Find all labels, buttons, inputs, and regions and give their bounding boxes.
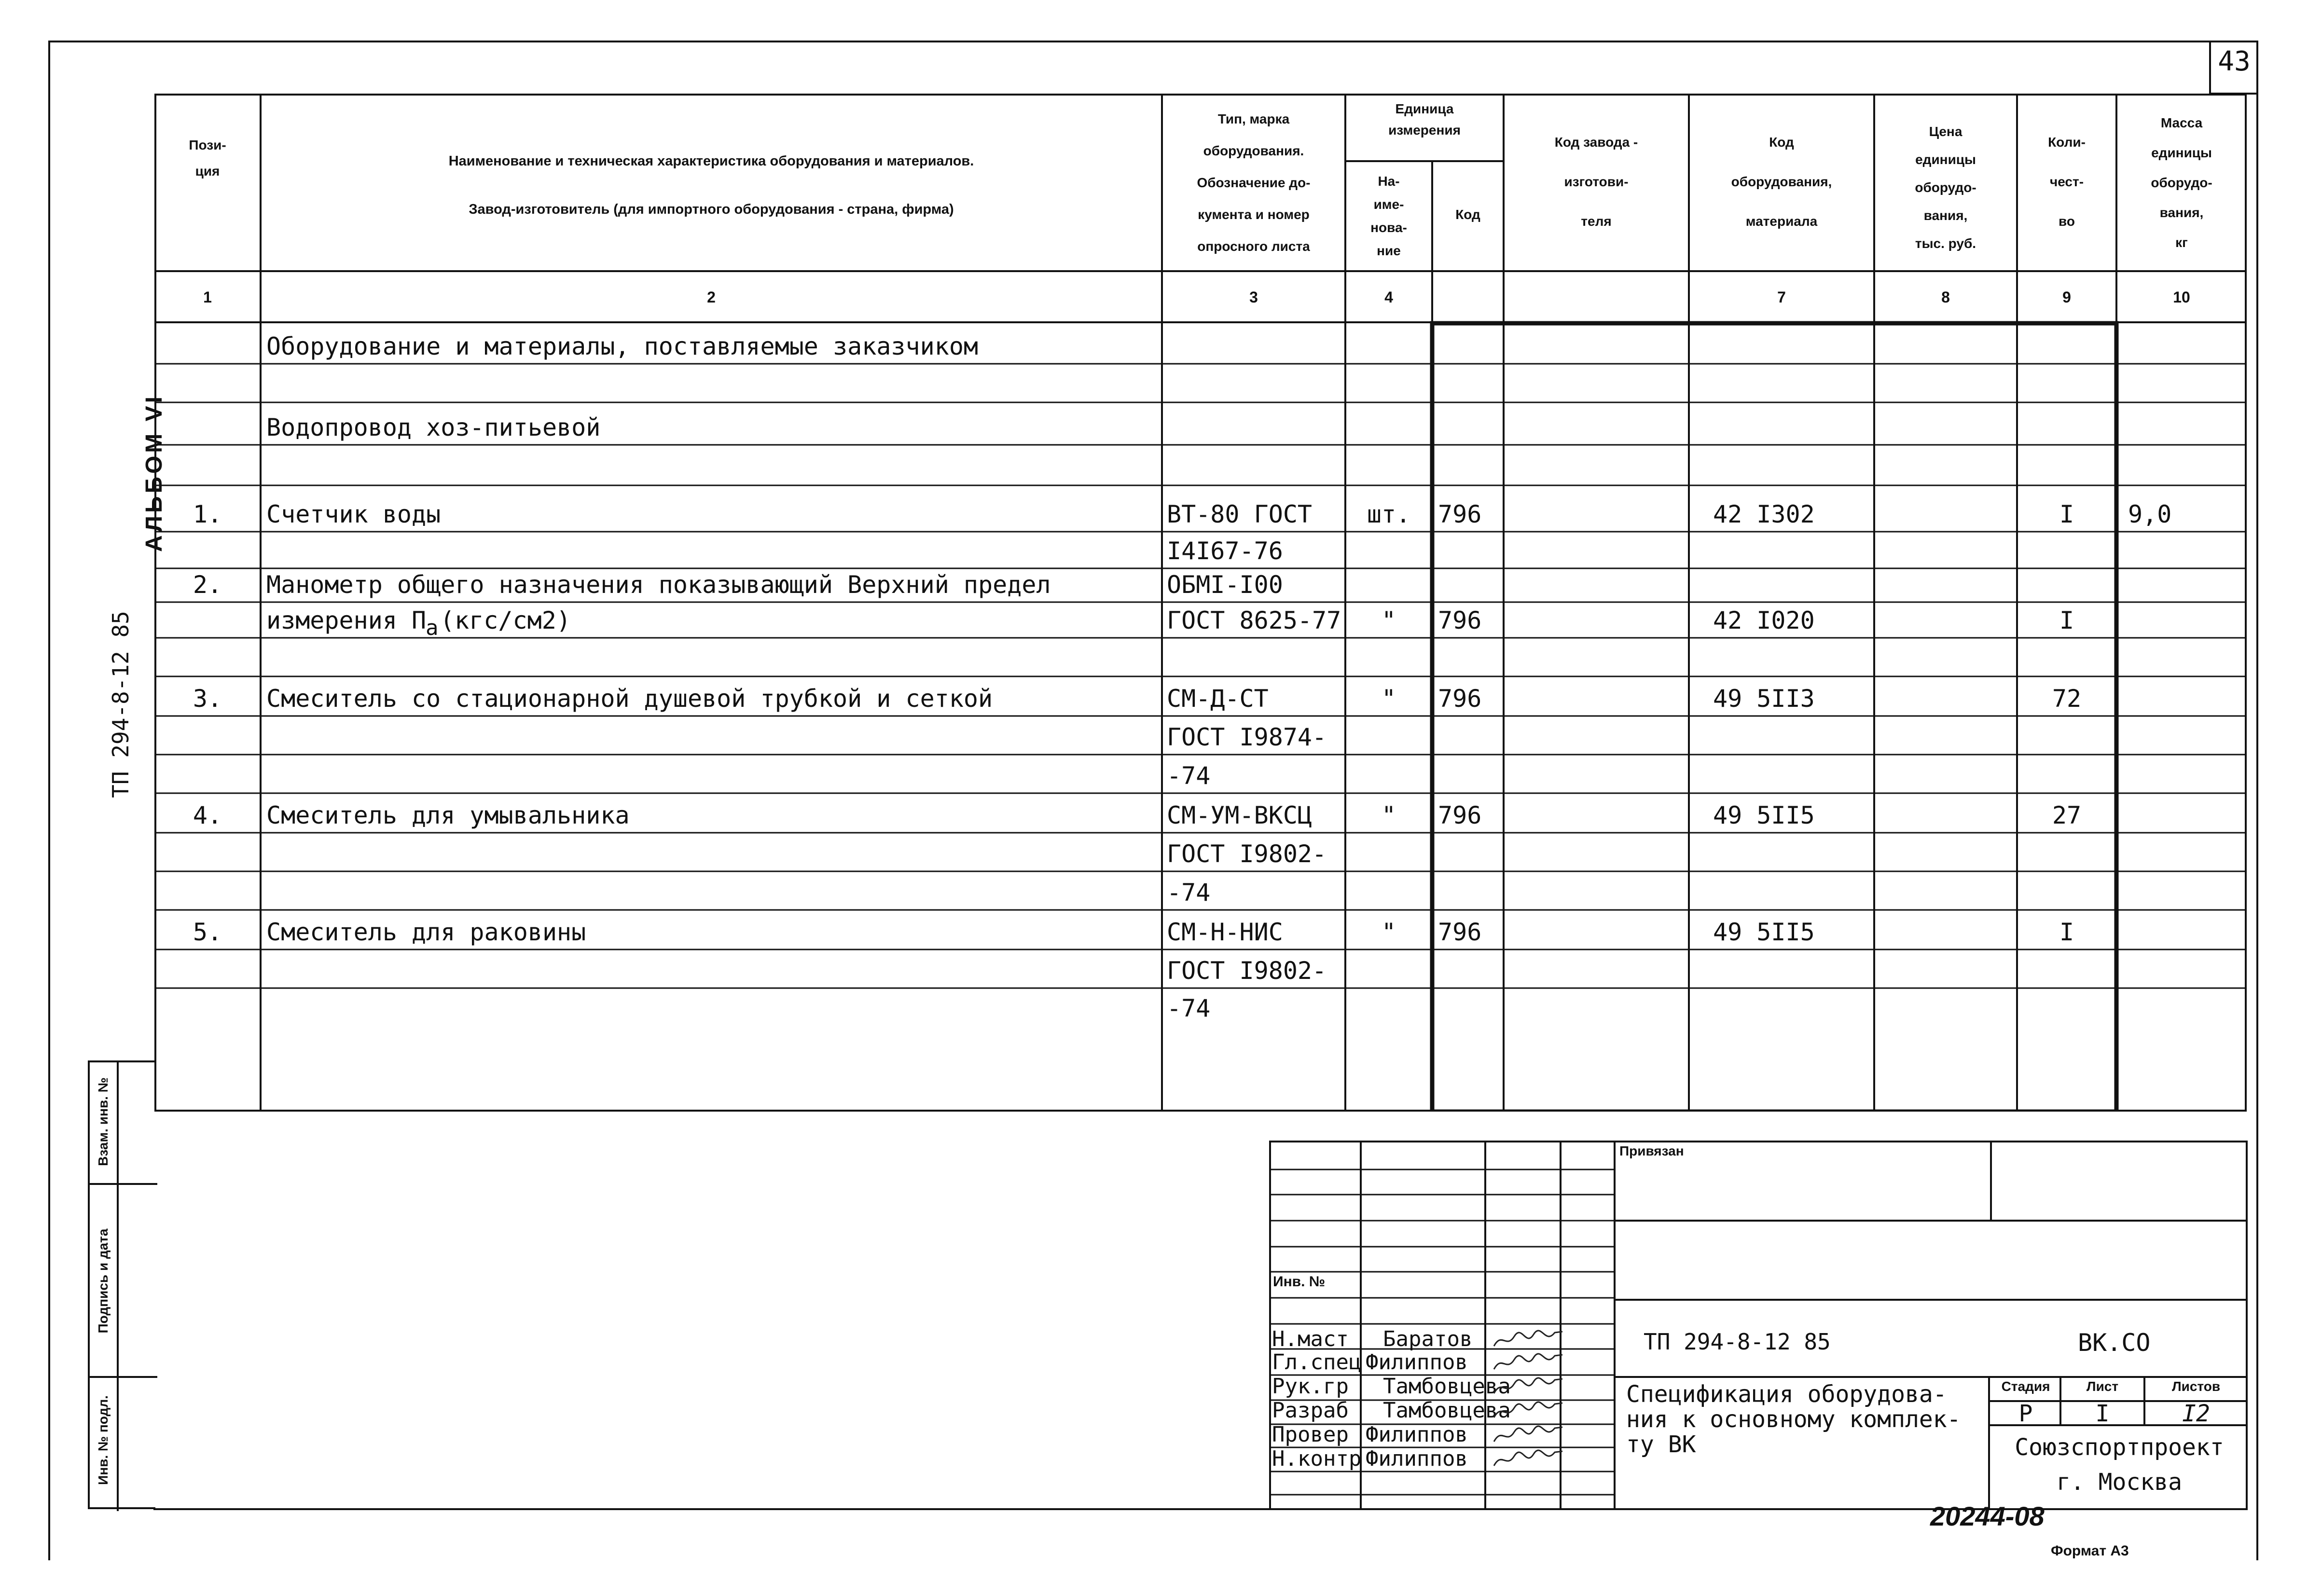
sheets-value: I2 <box>2182 1400 2210 1427</box>
signer-name: Филиппов <box>1366 1350 1468 1375</box>
colnum-3: 3 <box>1249 289 1258 306</box>
cell-name: Оборудование и материалы, поставляемые заказчиком <box>266 332 979 360</box>
organization: Союзспортпроект г. Москва <box>2015 1434 2224 1496</box>
cell-type: -74 <box>1167 879 1211 907</box>
sheet-number: 43 <box>2218 46 2251 77</box>
cell-pos: 3. <box>193 685 222 713</box>
cell-name-subscript: а <box>426 616 439 640</box>
sheets-label: Листов <box>2171 1379 2221 1394</box>
header-name: Наименование и техническая характеристика оборудования и материалов. Завод-изготовитель (для импортного оборудования - страна, фирма) <box>448 153 974 217</box>
cell-pos: 5. <box>193 918 222 946</box>
signer-name: Тамбовцева <box>1383 1398 1511 1423</box>
cell-type: ВТ-80 ГОСТ <box>1167 500 1313 528</box>
frame-top <box>48 41 2258 42</box>
colnum-1: 1 <box>203 289 212 306</box>
signature-scribble <box>1492 1328 1564 1352</box>
signer-role: Разраб <box>1272 1398 1349 1423</box>
colnum-8: 8 <box>1941 289 1950 306</box>
header-price: Цена единицы оборудо- вания, тыс. руб. <box>1915 124 1976 251</box>
header-plant-code: Код завода - изготови- теля <box>1554 135 1638 229</box>
cell-pos: 4. <box>193 801 222 829</box>
signer-role: Провер <box>1272 1422 1349 1447</box>
cell-unit: " <box>1381 801 1396 829</box>
cell-type: СМ-Н-НИС <box>1167 918 1283 946</box>
cell-unit: " <box>1381 918 1396 946</box>
cell-unit: шт. <box>1367 500 1411 528</box>
cell-type: ГОСТ I9874- <box>1167 723 1327 751</box>
cell-name: Смеситель для раковины <box>266 918 586 946</box>
signature-scribble <box>1492 1351 1564 1375</box>
signer-role: Рук.гр <box>1272 1374 1349 1399</box>
cell-qty: I <box>2059 918 2074 946</box>
signature-scribble <box>1492 1375 1564 1399</box>
cell-equip: 49 5II5 <box>1713 801 1815 829</box>
header-equip-code: Код оборудования, материала <box>1731 135 1832 229</box>
colnum-7: 7 <box>1777 289 1786 306</box>
cell-type: ГОСТ I9802- <box>1167 957 1327 985</box>
stamp-signature-date: Подпись и дата <box>96 1228 111 1334</box>
inv-no-label: Инв. № <box>1273 1274 1326 1290</box>
header-position: Пози- ция <box>189 138 226 179</box>
frame-left <box>48 41 50 1560</box>
frame-right <box>2256 41 2258 1560</box>
cell-type: ОБМI-I00 <box>1167 571 1283 599</box>
cell-code: 796 <box>1438 918 1482 946</box>
cell-type: СМ-Д-СТ <box>1167 685 1269 713</box>
cell-equip: 49 5II5 <box>1713 918 1815 946</box>
project-code-side: ТП 294-8-12 85 <box>108 611 134 798</box>
stage-value: Р <box>2018 1400 2033 1427</box>
header-unit-code: Код <box>1455 207 1480 222</box>
cell-qty: 27 <box>2052 801 2082 829</box>
colnum-2: 2 <box>707 289 716 306</box>
sheet-value: I <box>2095 1400 2110 1427</box>
signature-scribble <box>1492 1423 1564 1447</box>
cell-unit: " <box>1381 685 1396 713</box>
cell-unit: " <box>1381 606 1396 634</box>
header-type: Тип, марка оборудования. Обозначение до- кумента и номер опросного листа <box>1197 111 1311 254</box>
cell-name: измерения П <box>266 606 427 634</box>
colnum-9: 9 <box>2062 289 2071 306</box>
stamp-replaced-inv: Взам. инв. № <box>96 1077 111 1166</box>
cell-type: ГОСТ 8625-77 <box>1167 606 1341 634</box>
cell-type: СМ-УМ-ВКСЦ <box>1167 801 1313 829</box>
album-label: АЛЬБОМ VI <box>141 394 167 552</box>
cell-type: -74 <box>1167 994 1211 1022</box>
cell-code: 796 <box>1438 801 1482 829</box>
cell-pos: 1. <box>193 500 222 528</box>
cell-mass: 9,0 <box>2128 500 2172 528</box>
signature-scribble <box>1492 1399 1564 1423</box>
stamp-inv-original: Инв. № подл. <box>96 1395 111 1485</box>
sheet-label: Лист <box>2086 1379 2119 1394</box>
cell-name-tail: (кгс/см2) <box>440 606 571 634</box>
stage-label: Стадия <box>2001 1379 2050 1394</box>
title-block <box>1269 1141 2248 1510</box>
cell-name: Водопровод хоз-питьевой <box>266 413 601 441</box>
cell-code: 796 <box>1438 685 1482 713</box>
cell-name: Счетчик воды <box>266 500 441 528</box>
archive-number: 20244-08 <box>1930 1501 2045 1531</box>
cell-equip: 49 5II3 <box>1713 685 1815 713</box>
cell-code: 796 <box>1438 606 1482 634</box>
signer-role: Н.маст <box>1272 1327 1349 1351</box>
header-quantity: Коли- чест- во <box>2048 135 2086 229</box>
cell-qty: 72 <box>2052 685 2082 713</box>
colnum-10: 10 <box>2173 289 2190 306</box>
cell-name: Смеситель для умывальника <box>266 801 630 829</box>
signer-name: Тамбовцева <box>1383 1374 1511 1399</box>
signer-role: Гл.спец <box>1272 1350 1362 1375</box>
header-mass: Масса единицы оборудо- вания, кг <box>2151 115 2212 250</box>
bound-label: Привязан <box>1619 1143 1684 1158</box>
header-unit-group: Единица измерения <box>1388 101 1461 138</box>
doc-code: ТП 294-8-12 85 <box>1644 1329 1831 1355</box>
cell-type: -74 <box>1167 762 1211 790</box>
signer-name: Филиппов <box>1366 1422 1468 1447</box>
colnum-4: 4 <box>1384 289 1393 306</box>
signer-name: Баратов <box>1383 1327 1473 1351</box>
spec-table <box>154 94 2247 1112</box>
cell-name: Смеситель со стационарной душевой трубкой и сеткой <box>266 685 993 713</box>
signer-role: Н.контр <box>1272 1446 1362 1471</box>
cell-type: I4I67-76 <box>1167 537 1283 565</box>
cell-equip: 42 I020 <box>1713 606 1815 634</box>
document-title: Спецификация оборудова- ния к основному комплек- ту ВК <box>1626 1381 1961 1458</box>
sheet-mark: ВК.СО <box>2078 1329 2151 1357</box>
cell-qty: I <box>2059 500 2074 528</box>
format-label: Формат А3 <box>2051 1543 2129 1559</box>
signer-name: Филиппов <box>1366 1446 1468 1471</box>
signature-scribble <box>1492 1447 1564 1472</box>
cell-pos: 2. <box>193 571 222 599</box>
cell-equip: 42 I302 <box>1713 500 1815 528</box>
cell-qty: I <box>2059 606 2074 634</box>
cell-name: Манометр общего назначения показывающий Верхний предел <box>266 571 1051 599</box>
cell-type: ГОСТ I9802- <box>1167 840 1327 868</box>
header-unit-name: На- име- нова- ние <box>1370 174 1407 258</box>
side-stamp <box>88 1060 155 1509</box>
cell-code: 796 <box>1438 500 1482 528</box>
